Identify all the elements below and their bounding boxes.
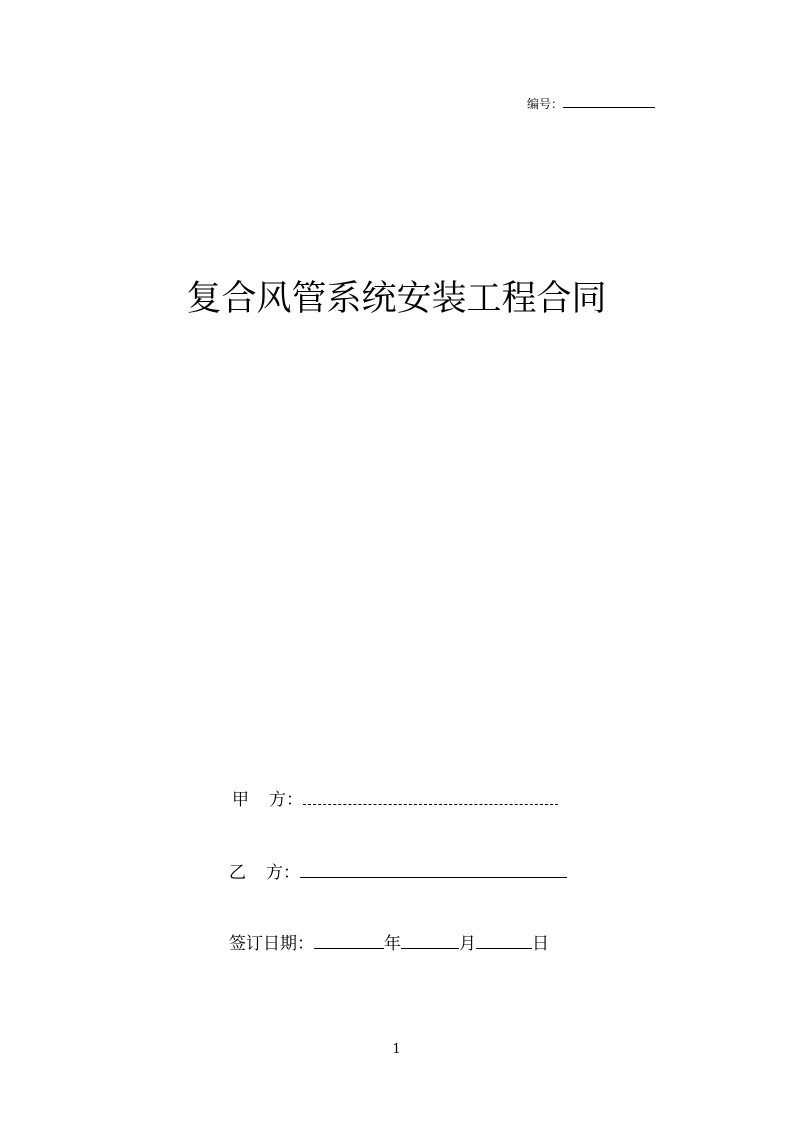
party-a-label-suffix: 方： <box>269 790 303 810</box>
sign-date-field <box>229 931 549 956</box>
party-b-field <box>229 860 567 885</box>
serial-number-field <box>527 95 655 113</box>
day-label: 日 <box>532 934 549 954</box>
sign-month-blank[interactable] <box>401 931 459 949</box>
party-a-label-char: 甲 <box>232 790 249 810</box>
sign-year-blank[interactable] <box>314 931 384 949</box>
serial-number-blank[interactable] <box>563 95 655 108</box>
serial-number-label: 编号： <box>527 97 564 111</box>
sign-date-label: 签订日期： <box>229 934 314 954</box>
contract-title: 复合风管系统安装工程合同 <box>186 279 607 319</box>
year-label: 年 <box>384 934 401 954</box>
party-a-blank[interactable] <box>303 787 558 805</box>
party-b-label-suffix: 方： <box>266 863 300 883</box>
party-b-label-char: 乙 <box>229 863 246 883</box>
month-label: 月 <box>459 934 476 954</box>
page-number: 1 <box>392 1042 401 1057</box>
party-b-blank[interactable] <box>300 860 567 878</box>
party-a-field <box>232 787 558 812</box>
sign-day-blank[interactable] <box>476 931 532 949</box>
